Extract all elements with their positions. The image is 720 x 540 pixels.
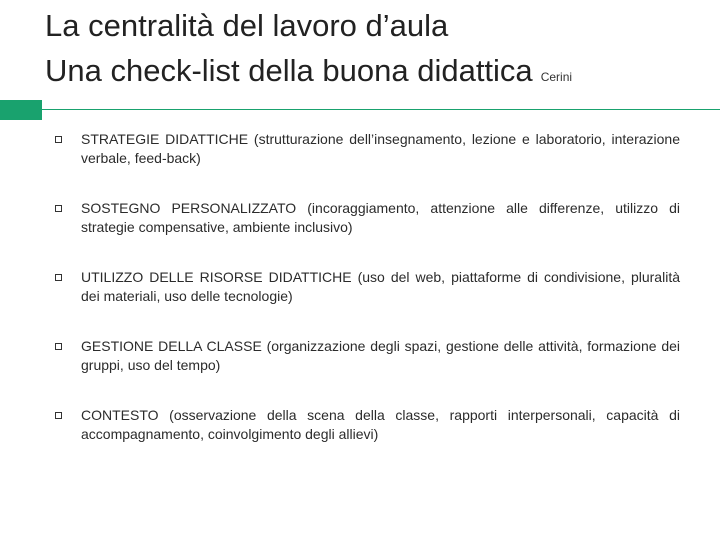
accent-bar [0, 100, 42, 120]
checklist-item-text: CONTESTO (osservazione della scena della classe, rapporti interpersonali, capacità di accompagnamento, coinvolgimento degli allievi) [81, 407, 680, 442]
author-name: Cerini [540, 70, 573, 84]
square-bullet-icon [55, 412, 62, 419]
checklist [52, 130, 680, 444]
subtitle-text: Una check-list della buona didattica [45, 53, 533, 88]
square-bullet-icon [55, 343, 62, 350]
checklist-item-gestione [52, 337, 680, 375]
checklist-item-sostegno [52, 199, 680, 237]
checklist-item-risorse [52, 268, 680, 306]
checklist-item-text: UTILIZZO DELLE RISORSE DIDATTICHE (uso del web, piattaforme di condivisione, pluralità dei materiali, uso delle tecnologie) [81, 269, 680, 304]
square-bullet-icon [55, 136, 62, 143]
slide-title: La centralità del lavoro d’aula [45, 8, 449, 43]
checklist-item-contesto [52, 406, 680, 444]
checklist-item-text: STRATEGIE DIDATTICHE (strutturazione dell’insegnamento, lezione e laboratorio, interazione verbale, feed-back) [81, 131, 680, 166]
slide-subtitle [45, 53, 572, 89]
checklist-item-text: SOSTEGNO PERSONALIZZATO (incoraggiamento, attenzione alle differenze, utilizzo di strategie compensative, ambiente inclusivo) [81, 200, 680, 235]
square-bullet-icon [55, 274, 62, 281]
square-bullet-icon [55, 205, 62, 212]
checklist-item-strategie [52, 130, 680, 168]
checklist-item-text: GESTIONE DELLA CLASSE (organizzazione degli spazi, gestione delle attività, formazione dei gruppi, uso del tempo) [81, 338, 680, 373]
title-divider [0, 109, 720, 110]
